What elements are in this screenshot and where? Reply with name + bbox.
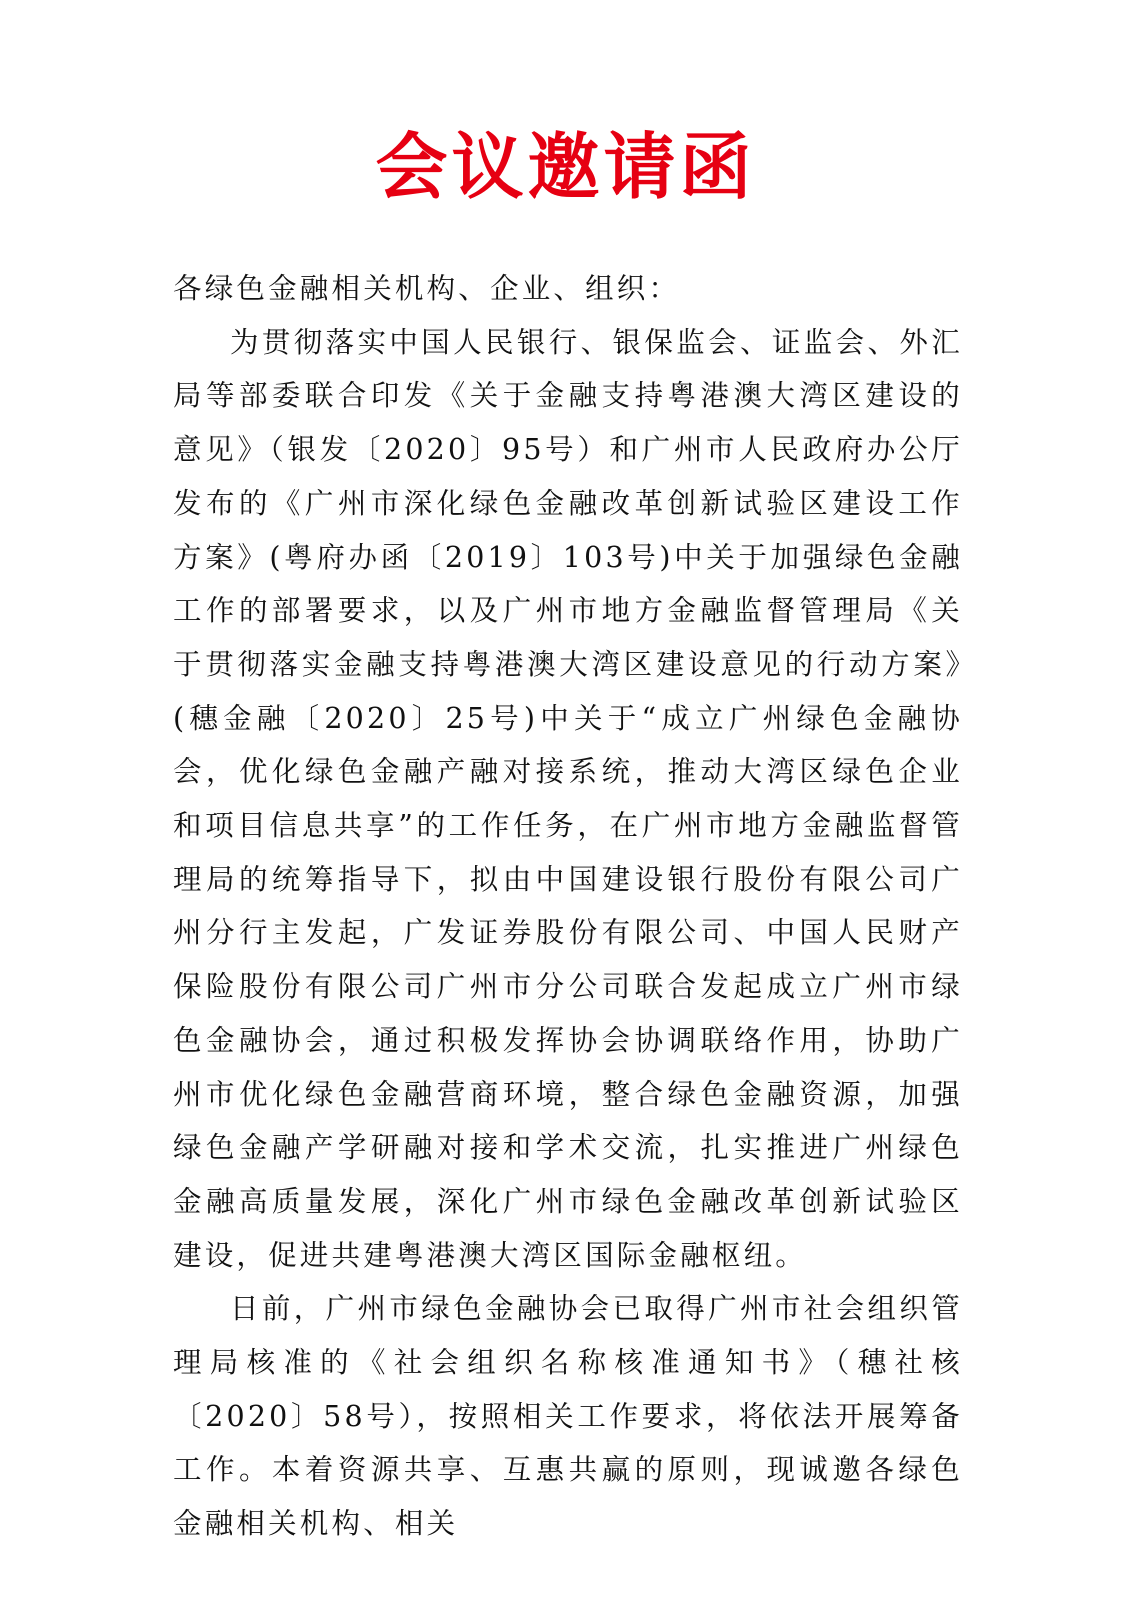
document-body [173, 262, 963, 1551]
document-title: 会议邀请函 [375, 124, 756, 209]
paragraph-1: 为贯彻落实中国人民银行、银保监会、证监会、外汇局等部委联合印发《关于金融支持粤港澳大湾区建设的意见》（银发〔2020〕95号）和广州市人民政府办公厅发布的《广州市深化绿色金融改革创新试验区建设工作方案》(粤府办函〔2019〕103号)中关于加强绿色金融工作的部署要求，以及广州市地方金融监督管理局《关于贯彻落实金融支持粤港澳大湾区建设意见的行动方案》(穗金融〔2020〕25号)中关于“成立广州绿色金融协会，优化绿色金融产融对接系统，推动大湾区绿色企业和项目信息共享”的工作任务，在广州市地方金融监督管理局的统筹指导下，拟由中国建设银行股份有限公司广州分行主发起，广发证券股份有限公司、中国人民财产保险股份有限公司广州市分公司联合发起成立广州市绿色金融协会，通过积极发挥协会协调联络作用，协助广州市优化绿色金融营商环境，整合绿色金融资源，加强绿色金融产学研融对接和学术交流，扎实推进广州绿色金融高质量发展，深化广州市绿色金融改革创新试验区建设，促进共建粤港澳大湾区国际金融枢纽。 [173, 325, 963, 1272]
salutation: 各绿色金融相关机构、企业、组织： [173, 272, 681, 305]
paragraph-2: 日前，广州市绿色金融协会已取得广州市社会组织管理局核准的《社会组织名称核准通知书》（穗社核〔2020〕58号），按照相关工作要求，将依法开展筹备工作。本着资源共享、互惠共赢的原则，现诚邀各绿色金融相关机构、相关 [173, 1292, 963, 1541]
